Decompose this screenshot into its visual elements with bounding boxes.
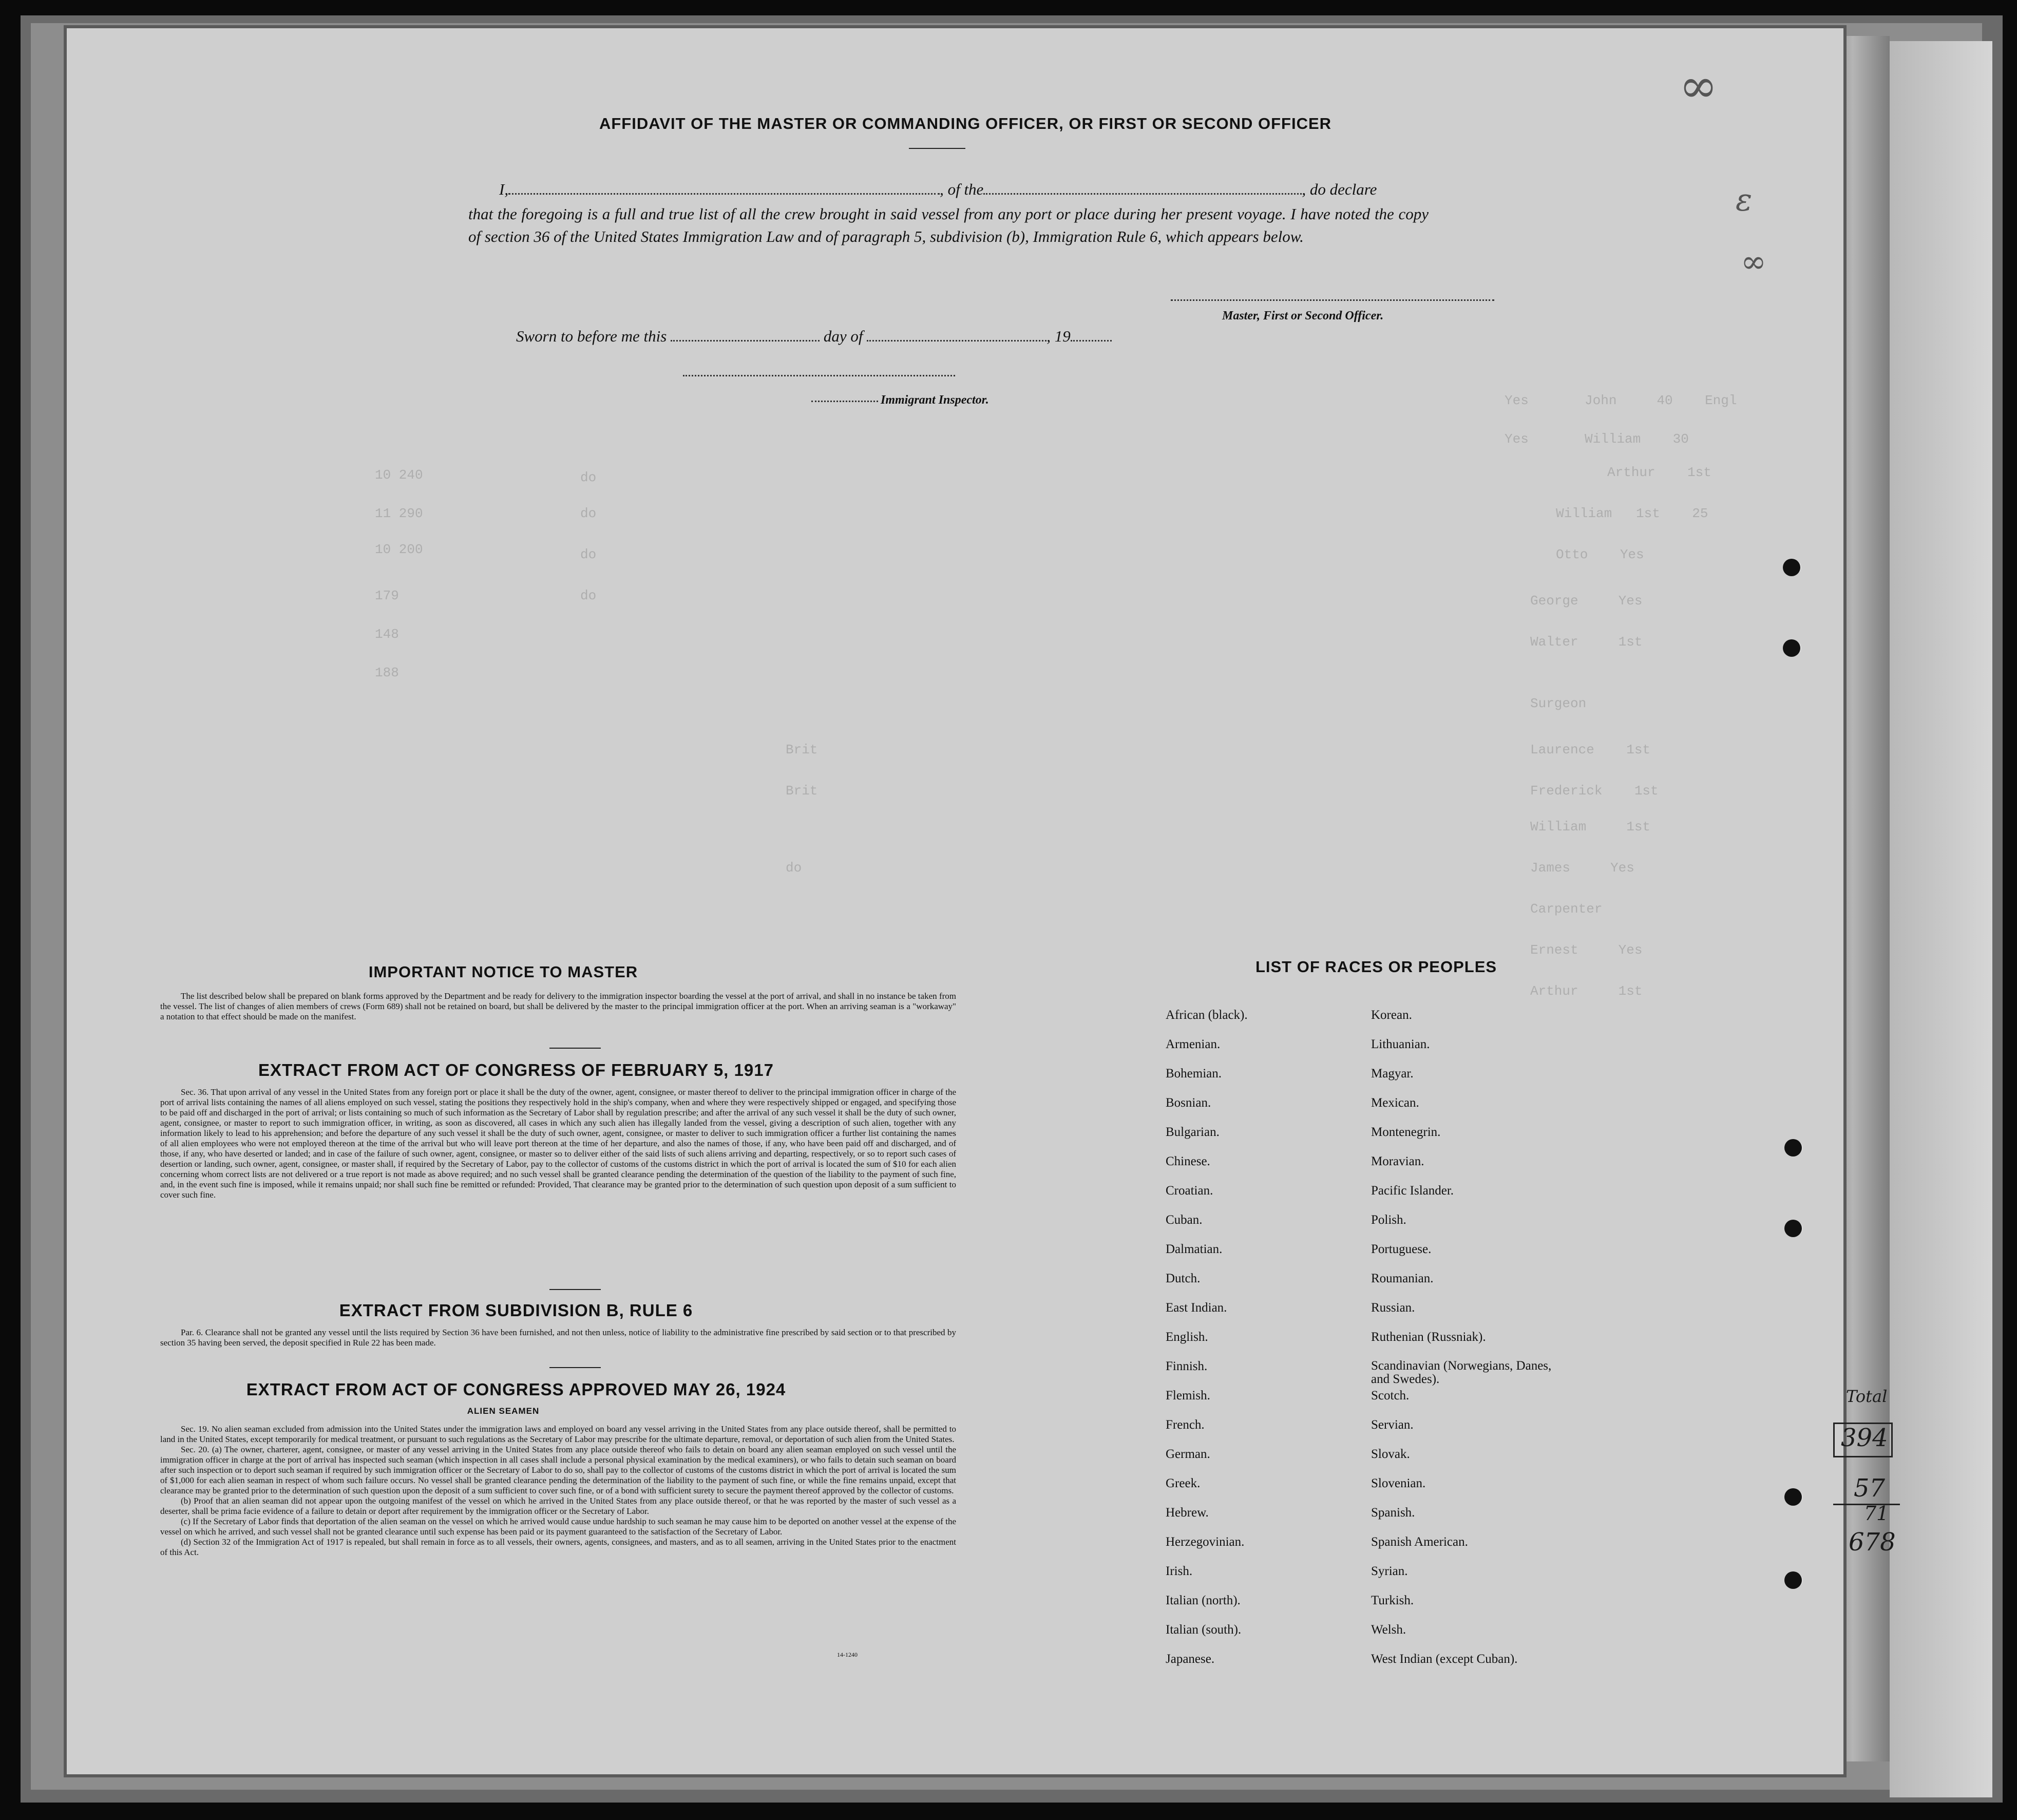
races-heading: LIST OF RACES OR PEOPLES [1255,958,1497,976]
extract-1924-body [160,1424,956,1558]
month-blank[interactable] [867,340,1046,342]
race-item: Turkish. [1371,1594,1414,1607]
extract-1917-heading: EXTRACT FROM ACT OF CONGRESS OF FEBRUARY 5, 1917 [258,1060,774,1079]
document-page: Yes John 40 Engl Yes William 30 Arthur 1st William 1st 25 Otto Yes George Yes Walter 1st Surgeon Laurence 1st Frederick 1st William 1st James Yes Carpenter Ernest Yes Arthur 1st 10 240 11 290 10 200 179 148 188 do do do do Brit Brit do AFFIDAVIT OF THE MASTER OR COMMANDING OFFICER, OR FIRST OR SECOND OFFICER I, , of the , do declare that the foregoing is a full and true list of all the crew brought in said vessel from any port or place during her present voyage. I have noted the copy of section 36 of the United States Immigration Law and of paragraph 5, subdivision (b), Immigration Rule 6, which appears below. Master, First or Second Officer. Sworn to before me this day of , 19 Immigrant Inspector. IMPORTANT NOTICE TO MASTER The list described below shall be prepared on blank forms approved by the Department and be ready for delivery to the immigration inspector boarding the vessel at the port of arrival, and shall in no instance be taken from the vessel. The list of changes of alien members of crews (Form 689) shall not be retained on board, but shall be delivered by the master to the principal immigration officer at the port. When an arriving seaman is a "workaway" a notation to that effect should be made on the manifest. EXTRACT FROM ACT OF CONGRESS OF FEBRUARY 5, 1917 Sec. 36. That upon arrival of any vessel in the United States from any foreign port or place it shall be the duty of the owner, agent, consignee, or master thereof to deliver to the principal immigration officer in charge of the port of arrival lists containing the names of all aliens employed on such vessel, stating the positions they respectively hold in the ship's company, when and where they were respectively shipped or engaged, and specifying those to be paid off and discharged in the port of arrival; or lists containing so much of such information as the Secretary of Labor shall by regulation prescribe; and after the arrival of any such vessel it shall be the duty of such owner, agent, consignee, or master to report to such immigration officer, in writing, as soon as discovered, all cases in which any such alien has illegally landed from the vessel, giving a description of such alien, together with any information likely to lead to his apprehension; and before the departure of any such vessel it shall be the duty of such owner, agent, consignee, or master to deliver to such immigration officer a further list containing the names of all alien employees who were not employed thereon at the time of the arrival but who will leave port thereon at the time of her departure, and also the names of those, if any, who have been paid off and discharged, and of those, if any, who have deserted or landed; and in case of the failure of such owner, agent, consignee, or master so to deliver either of the said lists of such aliens arriving and departing, respectively, or so to report such cases of desertion or landing, such owner, agent, consignee, or master shall, if required by the Secretary of Labor, pay to the collector of customs of the customs district in which the port of arrival is located the sum of $10 for each alien concerning whom correct lists are not delivered or a true report is not made as above required; and no such vessel shall be granted clearance pending the determination of the question of the liability to the payment of such fine, and, in the event such fine is imposed, while it remains unpaid; nor shall such fine be remitted or refunded: Provided, That clearance may be granted prior to the determination of such question upon deposit of a sum sufficient to cover such fine. EXTRACT FROM SUBDIVISION B, RULE 6 Par. 6. Clearance shall not be granted any vessel until the lists required by Section 36 have been furnished, and not then unless, notice of liability to the administrative fine prescribed by said section or to that prescribed by section 35 having been served, the deposit specified in Rule 22 has been made. EXTRACT FROM ACT OF CONGRESS APPROVED MAY 26, 1924 ALIEN SEAMEN Sec. 19. No alien seaman excluded from admission into the United States under the immigration laws and employed on board any vessel arriving in the United States from any place outside thereof, shall be permitted to land in the United States, except temporarily for medical treatment, or pursuant to such regulations as the Secretary of Labor may prescribe for the ultimate departure, removal, or deportation of such alien from the United States. Sec. 20. (a) The owner, charterer, agent, consignee, or master of any vessel arriving in the United States from any place outside thereof who fails to detain on board any alien seaman employed on such vessel until the immigration officer in charge at the port of arrival has inspected such seaman (which inspection in all cases shall include a personal physical examination by the medical examiners), or who fails to detain such seaman on board after such inspection or to deport such seaman if required by such immigration officer or the Secretary of Labor to do so, shall pay to the collector of customs of the customs district in which the port of arrival is located the sum of $1,000 for each alien seaman in respect of whom such failure occurs. No vessel shall be granted clearance pending the determination of the liability to the payment of such fine, or while the fine remains unpaid, except that clearance may be granted prior to the determination of such question upon the deposit of a sum sufficient to cover such fine, or of a bond with sufficient surety to secure the payment thereof approved by the collector of customs. (b) Proof that an alien seaman did not appear upon the outgoing manifest of the vessel on which he arrived in the United States from any place outside thereof, or that he was reported by the master of such vessel as a deserter, shall be prima facie evidence of a failure to detain or deport after requirement by the immigration officer or the Secretary of Labor. (c) If the Secretary of Labor finds that deportation of the alien seaman on the vessel on which he arrived would cause undue hardship to such seaman he may cause him to be deported on another vessel at the expense of the vessel on which he arrived, and such vessel shall not be granted clearance until such expense has been paid or its payment guaranteed to the satisfaction of the Secretary of Labor. (d) Section 32 of the Immigration Act of 1917 is repealed, but shall remain in force as to all vessels, their owners, agents, consignees, and masters, and as to all seamen, arriving in the United States prior to the enactment of this Act. 14-1240 LIST OF RACES OR PEOPLES African (black). Armenian. Bohemian. Bosnian. Bulgarian. Chinese. Croatian. Cuban. Dalmatian. Dutch. East Indian. English. Finnish. Flemish. French. German. Greek. Hebrew. Herzegovinian. Irish. Italian (north). Italian (south). Japanese. Korean. Lithuanian. Magyar. Mexican. Montenegrin. Moravian. Pacific Islander. Polish. Portuguese. Roumanian. Russian. Ruthenian (Russniak). Scandinavian (Norwegians, Danes, and Swedes). Scotch. Servian. Slovak. Slovenian. Spanish. Spanish American. Syrian. Turkish. Welsh. West Indian (except Cuban). ∞ ε ∞ [67,28,1843,1774]
race-item: Hebrew. [1166,1506,1209,1520]
do-declare-label: , do declare [1302,180,1377,198]
race-item: Korean. [1371,1008,1412,1022]
master-signature-caption: Master, First or Second Officer. [1222,309,1384,323]
declaration-body: that the foregoing is a full and true list of all the crew brought in said vessel from any port or place during her present voyage. I have noted the copy of section 36 of the United States Immigration Law and of paragraph 5, subdivision (b), Immigration Rule 6, which appears below. [468,205,1429,245]
declaration-line [468,178,1495,201]
race-item: Bulgarian. [1166,1125,1220,1139]
race-item: West Indian (except Cuban). [1371,1652,1518,1666]
race-item: Italian (south). [1166,1623,1242,1637]
race-item: Chinese. [1166,1154,1210,1168]
extract-rule6-heading: EXTRACT FROM SUBDIVISION B, RULE 6 [339,1301,693,1320]
race-item: Welsh. [1371,1623,1406,1637]
race-item: East Indian. [1166,1301,1227,1315]
inspector-lead-line [811,401,878,402]
race-item: Slovenian. [1371,1476,1426,1490]
race-item: Slovak. [1371,1447,1410,1461]
pencil-mark: ∞ [1741,244,1766,280]
divider [549,1048,601,1049]
pencil-mark: ε [1736,182,1753,218]
race-item: German. [1166,1447,1210,1461]
punch-hole [1783,559,1800,576]
race-item: Armenian. [1166,1037,1221,1051]
punch-hole [1784,1220,1802,1237]
sec-19-text: Sec. 19. No alien seaman excluded from admission into the United States under the immigration laws and employed on board any vessel arriving in the United States from any place outside thereof, shall be permitted to land in the United States, except temporarily for medical treatment, or pursuant to such regulations as the Secretary of Labor may prescribe for the ultimate departure, removal, or deportation of such alien from the United States. [160,1424,956,1444]
total-label: Total [1846,1387,1888,1406]
sworn-label: Sworn to before me this [516,327,667,345]
race-item: Russian. [1371,1301,1415,1315]
total-value: 394 [1841,1424,1888,1452]
notice-heading: IMPORTANT NOTICE TO MASTER [368,963,638,981]
sec-20a-text: Sec. 20. (a) The owner, charterer, agent, consignee, or master of any vessel arriving in the United States from any place outside thereof who fails to detain on board any alien seaman employed on such vessel until the immigration officer in charge at the port of arrival has inspected such seaman (which inspection in all cases shall include a personal physical examination by the medical examiners), or who fails to detain such seaman on board after such inspection or to deport such seaman if required by such immigration officer or the Secretary of Labor to do so, shall pay to the collector of customs of the customs district in which the port of arrival is located the sum of $1,000 for each alien seaman in respect of whom such failure occurs. No vessel shall be granted clearance pending the determination of the liability to the payment of such fine, or while the fine remains unpaid, except that clearance may be granted prior to the determination of such question upon the deposit of a sum sufficient to cover such fine, or of a bond with sufficient surety to secure the payment thereof approved by the collector of customs. [160,1445,956,1495]
handwritten-sum: 678 [1849,1528,1896,1557]
folder-edge [1890,41,1992,1797]
race-item: Cuban. [1166,1213,1203,1227]
race-item: Moravian. [1371,1154,1424,1168]
punch-hole [1784,1139,1802,1157]
affidavit-heading: AFFIDAVIT OF THE MASTER OR COMMANDING OFFICER, OR FIRST OR SECOND OFFICER [599,115,1332,132]
race-item: Greek. [1166,1476,1201,1490]
day-blank[interactable] [671,340,820,342]
race-item: Croatian. [1166,1184,1213,1198]
race-item: Portuguese. [1371,1242,1432,1256]
race-item: Ruthenian (Russniak). [1371,1330,1486,1344]
race-item: Spanish. [1371,1506,1415,1520]
race-item: Herzegovinian. [1166,1535,1245,1549]
punch-hole [1783,639,1800,657]
year-blank[interactable] [1071,340,1112,342]
handwritten-number: 57 [1854,1474,1886,1503]
master-signature-blank[interactable] [1171,299,1494,301]
race-item: Polish. [1371,1213,1406,1227]
race-item: Italian (north). [1166,1594,1241,1607]
race-item: French. [1166,1418,1205,1432]
notice-text: The list described below shall be prepared on blank forms approved by the Department and be ready for delivery to the immigration inspector boarding the vessel at the port of arrival, and shall in no instance be taken from the vessel. The list of changes of alien members of crews (Form 689) shall not be retained on board, but shall be delivered by the master to the principal immigration officer at the port. When an arriving seaman is a "workaway" a notation to that effect should be made on the manifest. [160,991,956,1021]
race-item: Lithuanian. [1371,1037,1430,1051]
sec-20c-text: (c) If the Secretary of Labor finds that deportation of the alien seaman on the vessel on which he arrived would cause undue hardship to such seaman he may cause him to be deported on another vessel at the expense of the vessel on which he arrived, and such vessel shall not be granted clearance until such expense has been paid or its payment guaranteed to the satisfaction of the Secretary of Labor. [160,1516,956,1537]
race-item: Spanish American. [1371,1535,1468,1549]
race-item: Bosnian. [1166,1096,1211,1110]
race-item: Bohemian. [1166,1067,1222,1080]
race-item: Dalmatian. [1166,1242,1223,1256]
i-label: I, [499,180,509,198]
divider [909,148,965,149]
name-blank[interactable] [508,193,940,195]
sec-20b-text: (b) Proof that an alien seaman did not appear upon the outgoing manifest of the vessel on which he arrived in the United States from any place outside thereof, or that he was reported by the master of such vessel as a deserter, shall be prima facie evidence of a failure to detain or deport after requirement by the immigration officer or the Secretary of Labor. [160,1496,956,1516]
race-item: Finnish. [1166,1359,1208,1373]
race-item: Magyar. [1371,1067,1414,1080]
race-item: Mexican. [1371,1096,1419,1110]
race-item: Dutch. [1166,1272,1201,1285]
extract-1917-text: Sec. 36. That upon arrival of any vessel in the United States from any foreign port or place it shall be the duty of the owner, agent, consignee, or master thereof to deliver to the principal immigration officer in charge of the port of arrival lists containing the names of all aliens employed on such vessel, stating the positions they respectively hold in the ship's company, when and where they were respectively shipped or engaged, and specifying those to be paid off and discharged in the port of arrival; or lists containing so much of such information as the Secretary of Labor shall by regulation prescribe; and after the arrival of any such vessel it shall be the duty of such owner, agent, consignee, or master to report to such immigration officer, in writing, as soon as discovered, all cases in which any such alien has illegally landed from the vessel, giving a description of such alien, together with any information likely to lead to his apprehension; and before the departure of any such vessel it shall be the duty of such owner, agent, consignee, or master to deliver to such immigration officer a further list containing the names of all alien employees who were not employed thereon at the time of the arrival but who will leave port thereon at the time of her departure, and also the names of those, if any, who have been paid off and discharged, and of those, if any, who have deserted or landed; and in case of the failure of such owner, agent, consignee, or master so to deliver either of the said lists of such aliens arriving and departing, respectively, or so to report such cases of desertion or landing, such owner, agent, consignee, or master shall, if required by the Secretary of Labor, pay to the collector of customs of the customs district in which the port of arrival is located the sum of $10 for each alien concerning whom correct lists are not delivered or a true report is not made as above required; and no such vessel shall be granted clearance pending the determination of the question of the liability to the payment of such fine, and, in the event such fine is imposed, while it remains unpaid; nor shall such fine be remitted or refunded: Provided, That clearance may be granted prior to the determination of such question upon deposit of a sum sufficient to cover such fine. [160,1087,956,1200]
sworn-line [516,325,1112,348]
punch-hole [1784,1571,1802,1589]
race-item: English. [1166,1330,1208,1344]
race-item: Pacific Islander. [1371,1184,1454,1198]
race-item: Scotch. [1371,1389,1410,1402]
race-item: Scandinavian (Norwegians, Danes, and Swedes). [1371,1359,1552,1386]
vessel-blank[interactable] [983,193,1302,195]
form-number: 14-1240 [837,1651,858,1658]
race-item: Roumanian. [1371,1272,1434,1285]
alien-seamen-subheading: ALIEN SEAMEN [467,1406,540,1416]
inspector-caption: Immigrant Inspector. [881,393,989,407]
race-item: Irish. [1166,1564,1193,1578]
race-item: Syrian. [1371,1564,1408,1578]
extract-1924-heading: EXTRACT FROM ACT OF CONGRESS APPROVED MAY 26, 1924 [246,1380,786,1399]
of-the-label: , of the [940,180,984,198]
extract-rule6-text: Par. 6. Clearance shall not be granted any vessel until the lists required by Section 36 have been furnished, and not then unless, notice of liability to the administrative fine prescribed by said section or to that prescribed by section 35 having been served, the deposit specified in Rule 22 has been made. [160,1328,956,1348]
race-item: Montenegrin. [1371,1125,1441,1139]
race-item: Flemish. [1166,1389,1210,1402]
handwritten-number: 71 [1864,1502,1889,1525]
punch-hole [1784,1488,1802,1506]
divider [549,1367,601,1368]
race-item: Japanese. [1166,1652,1215,1666]
divider [549,1289,601,1290]
inspector-signature-blank[interactable] [683,375,955,376]
race-item: Servian. [1371,1418,1414,1432]
sec-20d-text: (d) Section 32 of the Immigration Act of 1917 is repealed, but shall remain in force as to all vessels, their owners, agents, consignees, and masters, and as to all seamen, arriving in the United States prior to the enactment of this Act. [160,1537,956,1557]
year-label: , 19 [1046,327,1071,345]
race-item: African (black). [1166,1008,1248,1022]
pencil-mark: ∞ [1679,59,1718,113]
day-of-label: day of [823,327,863,345]
